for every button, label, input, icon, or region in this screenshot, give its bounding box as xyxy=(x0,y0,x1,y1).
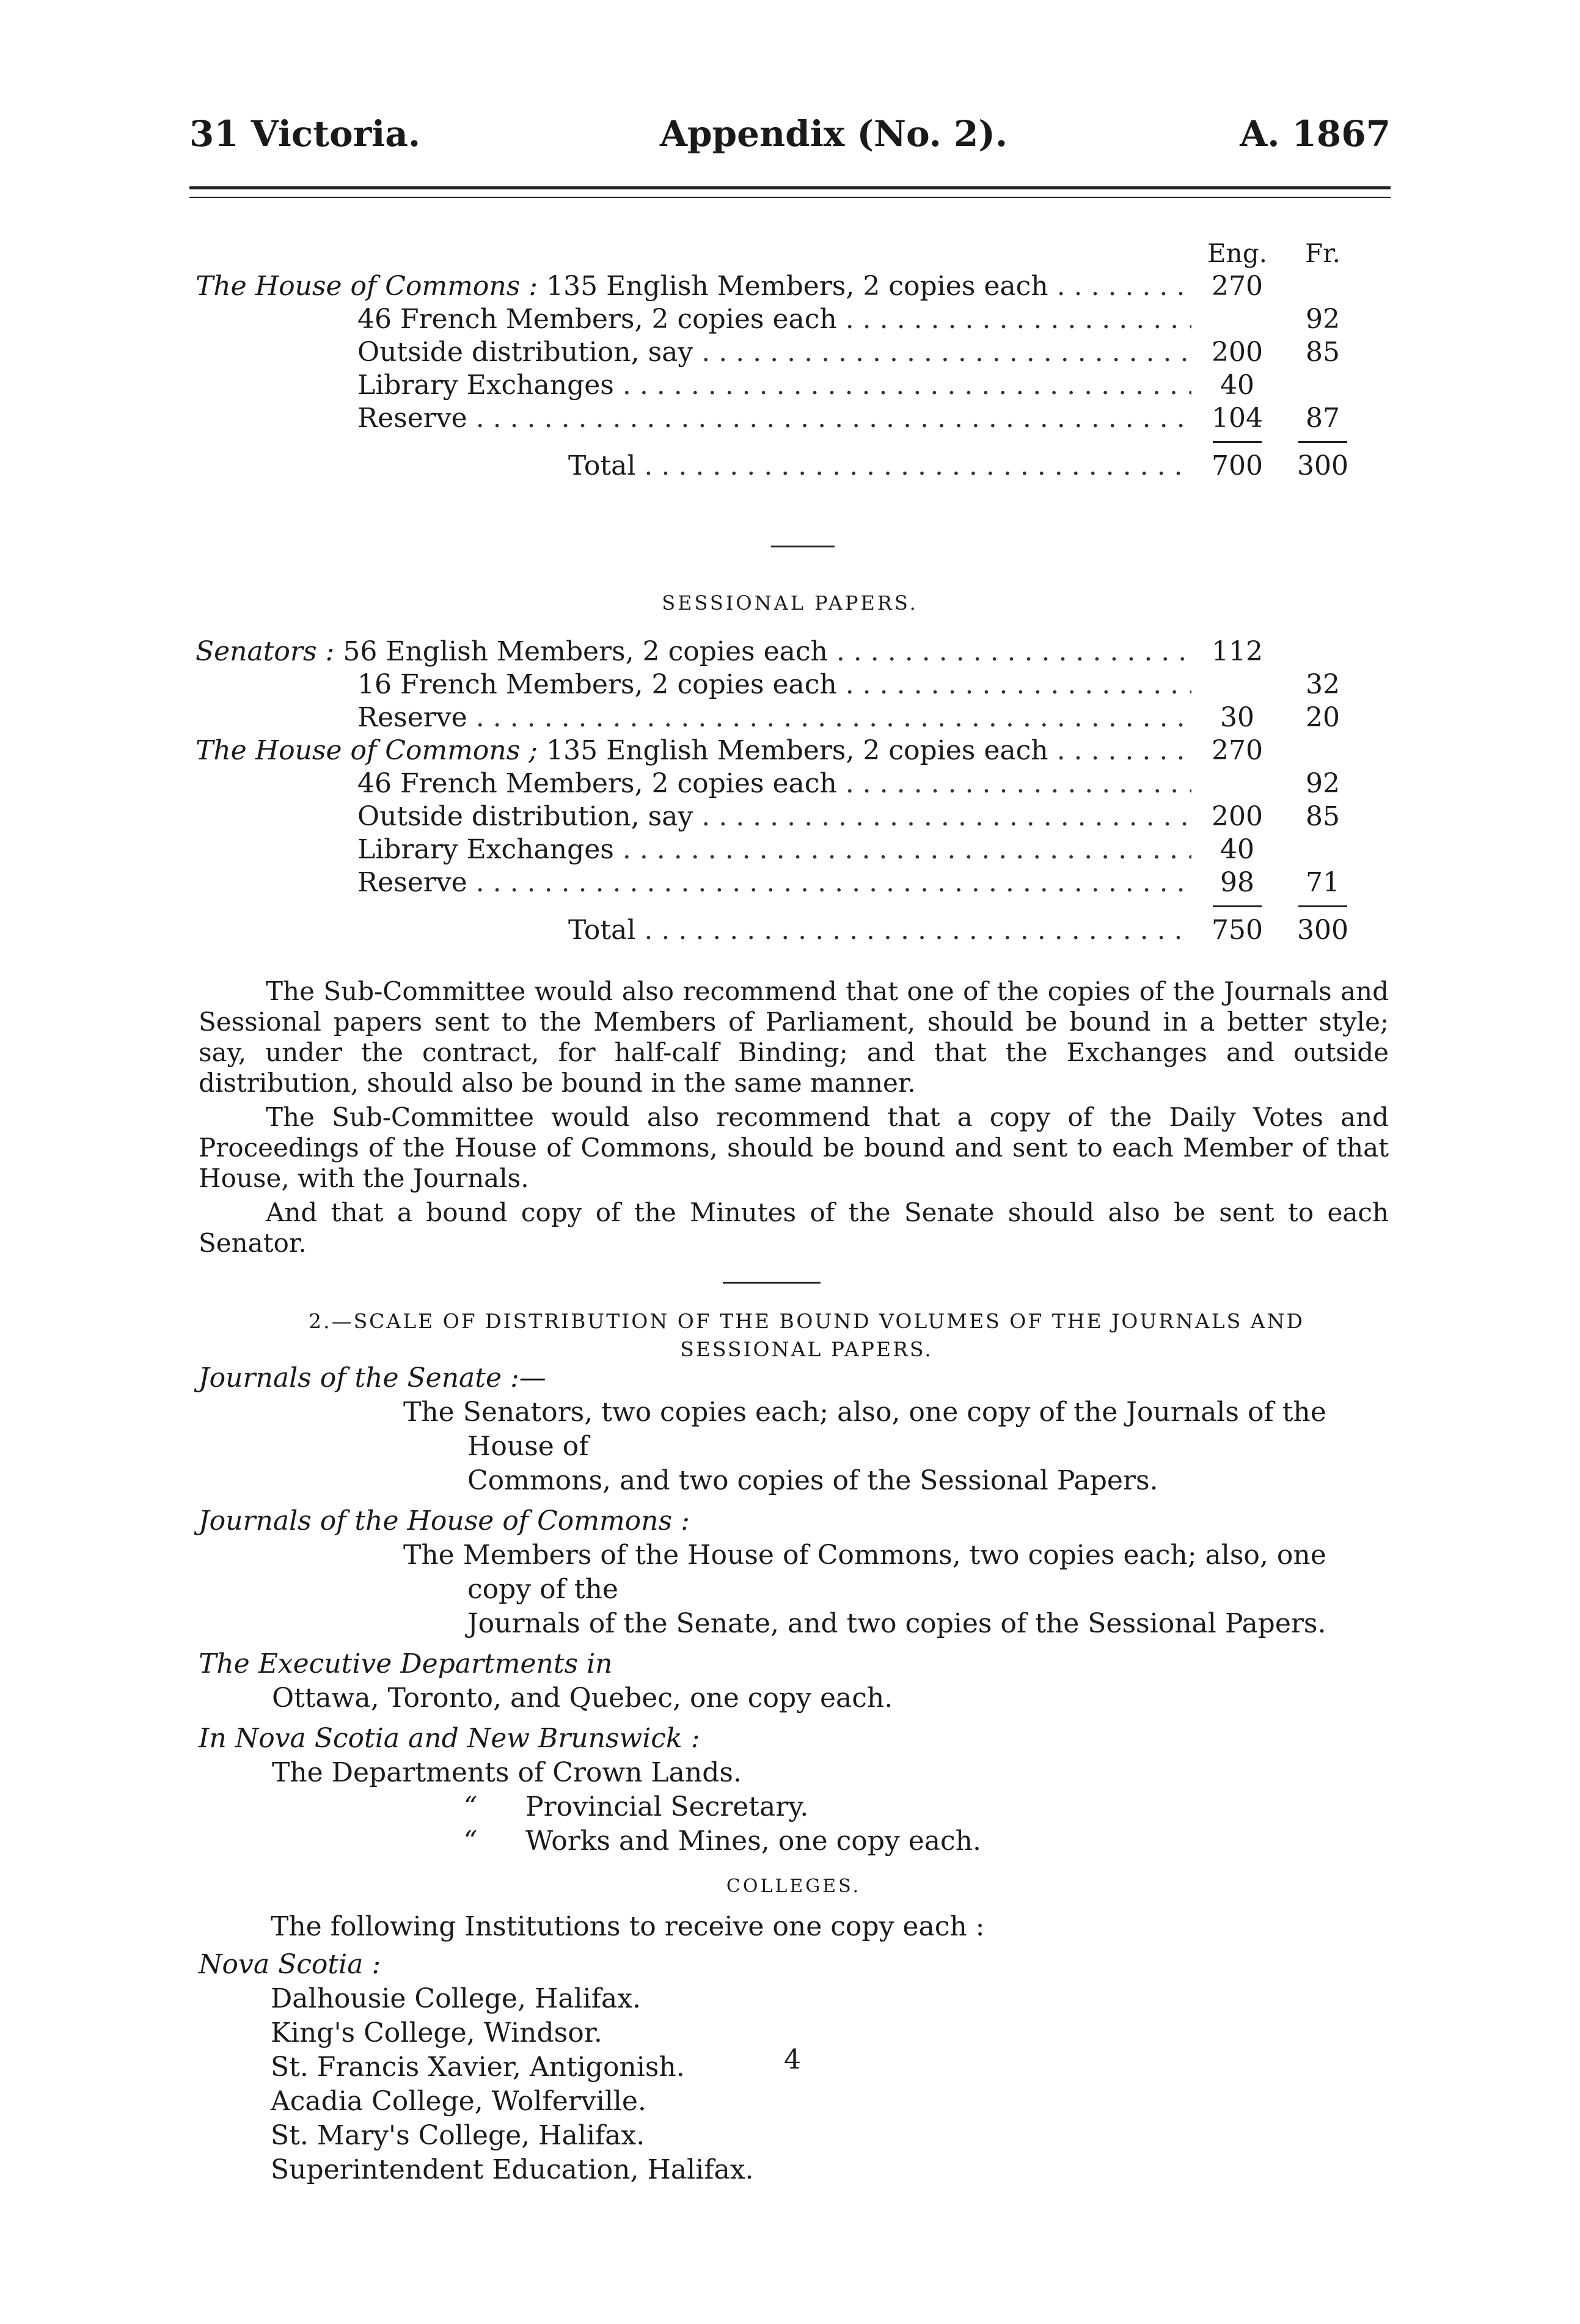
section-divider xyxy=(771,546,835,547)
table-row xyxy=(196,701,1369,734)
entry-text: Provincial Secretary. xyxy=(525,1791,809,1822)
total-row xyxy=(196,450,1369,483)
list-item: Superintendent Education, Halifax. xyxy=(271,2154,754,2185)
header-rule-thin xyxy=(189,197,1391,198)
journals-distribution-table xyxy=(196,237,1369,483)
total-row xyxy=(196,914,1369,947)
paragraph: And that a bound copy of the Minutes of the Senate should also be sent to each Senator. xyxy=(199,1197,1389,1258)
table-row xyxy=(196,402,1369,435)
fr-value: 71 xyxy=(1306,867,1340,898)
list-item: Acadia College, Wolferville. xyxy=(271,2086,646,2117)
row-label: 135 English Members, 2 copies each xyxy=(546,735,1048,766)
row-category: The House of Commons : xyxy=(196,271,538,302)
row-category: The House of Commons ; xyxy=(196,735,538,766)
fr-value: 32 xyxy=(1306,669,1340,700)
eng-value: 104 xyxy=(1212,403,1263,434)
row-label: Outside distribution, say . . . xyxy=(357,800,1191,833)
header-session: 31 Victoria. xyxy=(189,113,421,155)
entry-heading: Journals of the House of Commons : xyxy=(199,1505,690,1537)
colleges-intro: The following Institutions to receive one copy each : xyxy=(271,1911,985,1942)
table-row xyxy=(196,635,1369,668)
scale-heading-line: 2.—SCALE OF DISTRIBUTION OF THE BOUND VOLUMES OF THE JOURNALS AND xyxy=(309,1309,1304,1333)
fr-value: 20 xyxy=(1306,702,1340,733)
eng-total: 700 xyxy=(1212,450,1263,481)
row-label: 46 French Members, 2 copies each . . . xyxy=(357,767,1191,800)
row-label: 46 French Members, 2 copies each . . . xyxy=(357,303,1191,336)
table-row xyxy=(196,270,1369,303)
eng-value: 200 xyxy=(1212,801,1263,832)
row-label: 16 French Members, 2 copies each . . . xyxy=(357,668,1191,701)
entry-text: The Senators, two copies each; also, one copy of the Journals of the House of xyxy=(403,1397,1326,1462)
table-row xyxy=(196,668,1369,701)
list-item: St. Francis Xavier, Antigonish. xyxy=(271,2052,685,2083)
entry-text: Ottawa, Toronto, and Quebec, one copy each. xyxy=(272,1683,893,1714)
eng-value: 112 xyxy=(1212,636,1263,667)
list-item: St. Mary's College, Halifax. xyxy=(271,2120,645,2151)
row-label: Outside distribution, say . . . xyxy=(357,336,1191,369)
running-header xyxy=(189,113,1391,162)
entry-text: Works and Mines, one copy each. xyxy=(525,1825,982,1857)
paragraph: The Sub-Committee would also recommend that one of the copies of the Journals and Sessional papers sent to the Members of Parliament, should be bound in a better style; say, under the contract, for half-calf Binding; and that the Exchanges and outside distribution, should also be bound in the same manner. xyxy=(199,976,1389,1098)
eng-value: 270 xyxy=(1212,271,1263,302)
entry-journals-commons xyxy=(199,1504,1389,1641)
table-row xyxy=(196,303,1369,336)
row-label: Library Exchanges . . . xyxy=(357,369,1191,402)
fr-total: 300 xyxy=(1297,450,1348,481)
list-item: King's College, Windsor. xyxy=(271,2017,602,2048)
row-label: Library Exchanges . . . xyxy=(357,833,1191,866)
eng-value: 270 xyxy=(1212,735,1263,766)
total-label: Total . . . xyxy=(568,450,1191,483)
entry-heading: The Executive Departments in xyxy=(199,1648,613,1679)
table-row xyxy=(196,800,1369,833)
paragraph: The Sub-Committee would also recommend that a copy of the Daily Votes and Proceedings of the House of Commons, should be bound and sent to each Member of that House, with the Journals. xyxy=(199,1102,1389,1193)
table-row xyxy=(196,833,1369,866)
eng-column-header: Eng. xyxy=(1207,238,1267,268)
colleges-heading: COLLEGES. xyxy=(726,1876,861,1897)
recommendation-paragraphs xyxy=(199,976,1389,1262)
entry-text: Journals of the Senate, and two copies of the Sessional Papers. xyxy=(467,1608,1326,1639)
eng-value: 200 xyxy=(1212,337,1263,368)
page-number: 4 xyxy=(784,2044,801,2075)
ditto-mark: “ xyxy=(463,1791,478,1822)
eng-value: 98 xyxy=(1220,867,1254,898)
row-category: Senators : xyxy=(196,636,335,667)
scale-heading xyxy=(238,1307,1375,1364)
table-row xyxy=(196,866,1369,899)
header-year: A. 1867 xyxy=(1240,113,1391,155)
entry-journals-senate xyxy=(199,1361,1389,1498)
fr-column-header: Fr. xyxy=(1305,238,1340,268)
sessional-papers-heading: SESSIONAL PAPERS. xyxy=(662,591,918,615)
header-rule-thick xyxy=(189,186,1391,189)
fr-value: 87 xyxy=(1306,403,1340,434)
nova-scotia-heading: Nova Scotia : xyxy=(199,1949,381,1980)
ditto-line xyxy=(199,1824,1389,1858)
table-row xyxy=(196,734,1369,767)
row-label: 56 English Members, 2 copies each xyxy=(343,636,828,667)
table-row xyxy=(196,336,1369,369)
ditto-mark: “ xyxy=(463,1825,478,1857)
row-label: Reserve . . . xyxy=(357,402,1191,435)
scale-heading-line: SESSIONAL PAPERS. xyxy=(680,1337,933,1361)
sessional-distribution-table xyxy=(196,635,1369,947)
entry-heading: Journals of the Senate :— xyxy=(199,1362,546,1394)
row-label: Reserve . . . xyxy=(357,866,1191,899)
sum-rules xyxy=(196,899,1369,914)
table-row xyxy=(196,369,1369,402)
list-item: Dalhousie College, Halifax. xyxy=(271,1983,642,2014)
fr-value: 85 xyxy=(1306,337,1340,368)
entry-executive-departments xyxy=(199,1647,1389,1716)
fr-value: 92 xyxy=(1306,768,1340,799)
fr-value: 85 xyxy=(1306,801,1340,832)
row-label: 135 English Members, 2 copies each xyxy=(546,271,1048,302)
entry-maritime-provinces xyxy=(199,1722,1389,1858)
entry-text: Commons, and two copies of the Sessional Papers. xyxy=(467,1465,1158,1496)
entry-heading: In Nova Scotia and New Brunswick : xyxy=(199,1723,700,1754)
entry-text: The Members of the House of Commons, two copies each; also, one copy of the xyxy=(403,1540,1326,1605)
entry-text: The Departments of Crown Lands. xyxy=(272,1757,742,1788)
fr-value: 92 xyxy=(1306,304,1340,335)
eng-value: 40 xyxy=(1220,834,1254,865)
total-label: Total . . . xyxy=(568,914,1191,947)
header-appendix: Appendix (No. 2). xyxy=(660,113,1008,155)
column-header-row xyxy=(196,237,1369,270)
sum-rules xyxy=(196,435,1369,450)
eng-value: 30 xyxy=(1220,702,1254,733)
ditto-line xyxy=(199,1790,1389,1824)
section-divider xyxy=(723,1282,821,1284)
table-row xyxy=(196,767,1369,800)
fr-total: 300 xyxy=(1297,915,1348,946)
row-label: Reserve . . . xyxy=(357,701,1191,734)
eng-value: 40 xyxy=(1220,370,1254,401)
eng-total: 750 xyxy=(1212,915,1263,946)
